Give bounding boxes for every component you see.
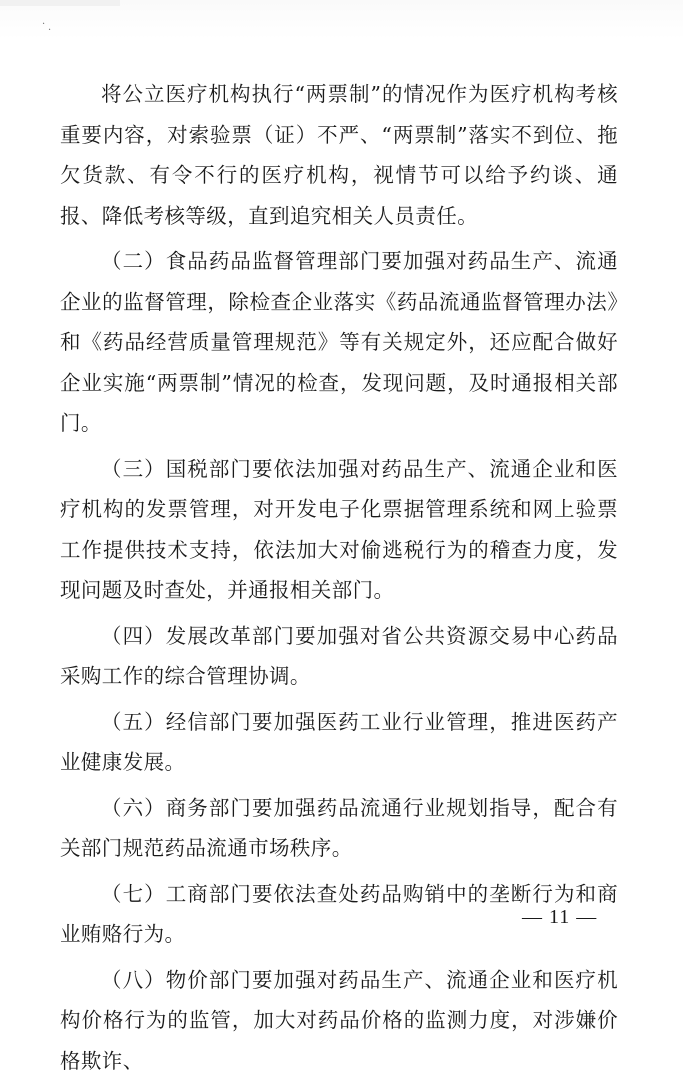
paragraph-item-7: （七）工商部门要依法查处药品购销中的垄断行为和商业贿赂行为。 bbox=[60, 874, 618, 955]
scan-speck: · bbox=[48, 26, 51, 36]
scan-edge-mark bbox=[0, 0, 120, 6]
paragraph-item-4: （四）发展改革部门要加强对省公共资源交易中心药品采购工作的综合管理协调。 bbox=[60, 616, 618, 697]
paragraph-item-3: （三）国税部门要依法加强对药品生产、流通企业和医疗机构的发票管理，对开发电子化票据管理系统和网上验票工作提供技术支持，依法加大对偷逃税行为的稽查力度，发现问题及时查处，并通报相关部门。 bbox=[60, 449, 618, 611]
paragraph-item-8: （八）物价部门要加强对药品生产、流通企业和医疗机构价格行为的监管，加大对药品价格的监测力度，对涉嫌价格欺诈、 bbox=[60, 960, 618, 1081]
document-body bbox=[60, 74, 618, 1081]
paragraph-continuation: 将公立医疗机构执行“两票制”的情况作为医疗机构考核重要内容，对索验票（证）不严、“两票制”落实不到位、拖欠货款、有令不行的医疗机构，视情节可以给予约谈、通报、降低考核等级，直到追究相关人员责任。 bbox=[60, 74, 618, 236]
paragraph-item-2: （二）食品药品监督管理部门要加强对药品生产、流通企业的监督管理，除检查企业落实《药品流通监督管理办法》和《药品经营质量管理规范》等有关规定外，还应配合做好企业实施“两票制”情况的检查，发现问题，及时通报相关部门。 bbox=[60, 241, 618, 444]
paragraph-item-5: （五）经信部门要加强医药工业行业管理，推进医药产业健康发展。 bbox=[60, 702, 618, 783]
page-number: — 11 — bbox=[522, 906, 597, 929]
scan-speck: · bbox=[42, 20, 45, 30]
paragraph-item-6: （六）商务部门要加强药品流通行业规划指导，配合有关部门规范药品流通市场秩序。 bbox=[60, 788, 618, 869]
